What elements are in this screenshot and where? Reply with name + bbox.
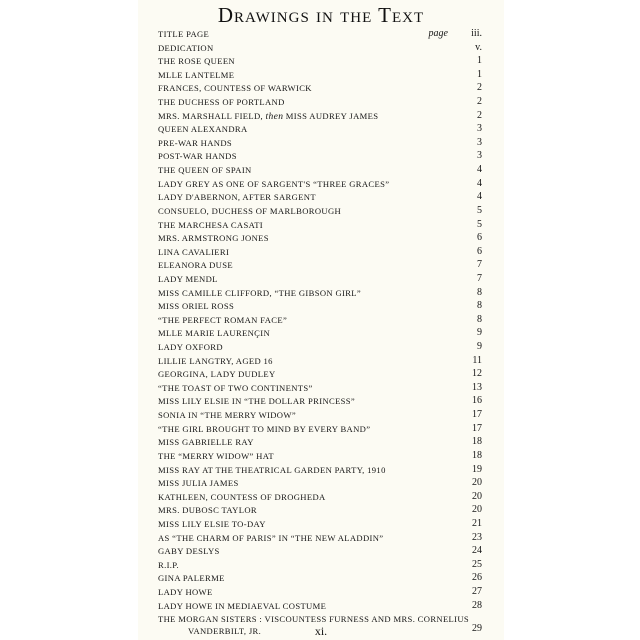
entry-label: MRS. DUBOSC TAYLOR xyxy=(158,505,257,516)
entry-label: MLLE MARIE LAURENÇIN xyxy=(158,328,271,339)
entry-label: KATHLEEN, COUNTESS OF DROGHEDA xyxy=(158,491,326,502)
page-number: 25 xyxy=(472,558,482,570)
entry-label-continuation: VANDERBILT, JR. xyxy=(188,626,262,637)
entry-label: POST-WAR HANDS xyxy=(158,151,237,162)
list-item xyxy=(158,532,482,546)
list-item xyxy=(158,273,482,287)
list-item xyxy=(158,382,482,396)
page-number: 6 xyxy=(477,245,482,257)
entry-label: MISS RAY AT THE THEATRICAL GARDEN PARTY, 1910 xyxy=(158,464,386,475)
book-page xyxy=(138,0,504,640)
entry-label: LADY HOWE IN MEDIAEVAL COSTUME xyxy=(158,600,327,611)
page-number: 20 xyxy=(472,477,482,489)
page-number: 21 xyxy=(472,517,482,529)
page-number: 8 xyxy=(477,313,482,325)
list-item xyxy=(158,28,482,42)
entry-label-italic: then xyxy=(265,111,284,122)
list-item xyxy=(158,586,482,600)
page-number: 24 xyxy=(472,545,482,557)
entry-label: ELEANORA DUSE xyxy=(158,260,233,271)
list-item xyxy=(158,191,482,205)
list-item xyxy=(158,287,482,301)
page-number: 8 xyxy=(477,300,482,312)
page-number: 7 xyxy=(477,259,482,271)
entry-label: LADY HOWE xyxy=(158,586,213,597)
list-item xyxy=(158,504,482,518)
list-item xyxy=(158,518,482,532)
page-number: 4 xyxy=(477,177,482,189)
page-number: 17 xyxy=(472,422,482,434)
page-number: 13 xyxy=(472,381,482,393)
list-item xyxy=(158,69,482,83)
list-item xyxy=(158,259,482,273)
list-item xyxy=(158,246,482,260)
entry-label: MISS LILY ELSIE IN “THE DOLLAR PRINCESS” xyxy=(158,396,356,407)
list-item xyxy=(158,491,482,505)
page-number: 1 xyxy=(477,55,482,67)
page-number: 27 xyxy=(472,585,482,597)
entry-label: MRS. ARMSTRONG JONES xyxy=(158,233,269,244)
page-number: 16 xyxy=(472,395,482,407)
page-number: 7 xyxy=(477,272,482,284)
page-number: 2 xyxy=(477,96,482,108)
list-item xyxy=(158,110,482,124)
entry-label: QUEEN ALEXANDRA xyxy=(158,124,248,135)
page-number: 3 xyxy=(477,123,482,135)
list-item xyxy=(158,82,482,96)
list-item xyxy=(158,368,482,382)
entry-label: MISS ORIEL ROSS xyxy=(158,301,235,312)
list-item xyxy=(158,96,482,110)
entry-label: FRANCES, COUNTESS OF WARWICK xyxy=(158,83,312,94)
page-number: 20 xyxy=(472,490,482,502)
page-number: iii. xyxy=(471,28,482,39)
entry-label: THE “MERRY WIDOW” HAT xyxy=(158,450,274,461)
list-item xyxy=(158,327,482,341)
list-item xyxy=(158,178,482,192)
entry-label: “THE PERFECT ROMAN FACE” xyxy=(158,314,288,325)
page-footer-number: xi. xyxy=(314,624,328,638)
entry-label: GABY DESLYS xyxy=(158,546,220,557)
entry-label: LADY OXFORD xyxy=(158,342,223,353)
page-number: 28 xyxy=(472,599,482,611)
entry-label: THE DUCHESS OF PORTLAND xyxy=(158,97,285,108)
entry-label: AS “THE CHARM OF PARIS” IN “THE NEW ALADDIN” xyxy=(158,532,384,543)
page-number: 9 xyxy=(477,327,482,339)
entry-label: MISS LILY ELSIE TO-DAY xyxy=(158,518,266,529)
list-item xyxy=(158,600,482,614)
page-number: 12 xyxy=(472,368,482,380)
contents-list xyxy=(158,28,482,637)
page-number: 20 xyxy=(472,504,482,516)
page-number: 26 xyxy=(472,572,482,584)
list-item xyxy=(158,150,482,164)
page-number: 4 xyxy=(477,164,482,176)
entry-label: LILLIE LANGTRY, AGED 16 xyxy=(158,355,273,366)
entry-label: SONIA IN “THE MERRY WIDOW” xyxy=(158,410,296,421)
list-item xyxy=(158,219,482,233)
entry-label: TITLE PAGE xyxy=(158,29,210,39)
list-item xyxy=(158,55,482,69)
page-number: 3 xyxy=(477,136,482,148)
entry-label: THE MARCHESA CASATI xyxy=(158,219,264,230)
page-number: 18 xyxy=(472,449,482,461)
entry-label: LADY GREY AS ONE OF SARGENT'S “THREE GRACES” xyxy=(158,178,390,189)
list-item xyxy=(158,477,482,491)
list-item xyxy=(158,572,482,586)
list-item xyxy=(158,341,482,355)
list-item xyxy=(158,314,482,328)
page-word: page xyxy=(428,28,448,39)
entry-label: “THE GIRL BROUGHT TO MIND BY EVERY BAND” xyxy=(158,423,371,434)
list-item xyxy=(158,395,482,409)
page-title: Drawings in the Text xyxy=(217,3,425,27)
list-item xyxy=(158,232,482,246)
entry-label: “THE TOAST OF TWO CONTINENTS” xyxy=(158,382,313,393)
entry-label: LINA CAVALIERI xyxy=(158,246,230,257)
entry-label: THE QUEEN OF SPAIN xyxy=(158,165,252,176)
list-item xyxy=(158,464,482,478)
entry-label: THE ROSE QUEEN xyxy=(158,56,235,67)
list-item xyxy=(158,545,482,559)
entry-label: THE MORGAN SISTERS : VISCOUNTESS FURNESS AND MRS. CORNELIUS xyxy=(158,614,470,625)
entry-label: CONSUELO, DUCHESS OF MARLBOROUGH xyxy=(158,205,342,216)
list-item xyxy=(158,300,482,314)
list-item xyxy=(158,423,482,437)
list-item xyxy=(158,436,482,450)
page-number: 18 xyxy=(472,436,482,448)
page-number: 11 xyxy=(472,354,482,366)
list-item xyxy=(158,42,482,56)
page-number: 17 xyxy=(472,409,482,421)
page-number: 2 xyxy=(477,82,482,94)
entry-label: LADY D'ABERNON, AFTER SARGENT xyxy=(158,192,316,203)
entry-label: MLLE LANTELME xyxy=(158,69,235,80)
entry-label-part: MISS AUDREY JAMES xyxy=(283,110,379,121)
page-number: 8 xyxy=(477,286,482,298)
page-number: 2 xyxy=(477,109,482,121)
list-item xyxy=(158,450,482,464)
page-number: 5 xyxy=(477,204,482,216)
page-number: 9 xyxy=(477,341,482,353)
entry-label-part: MRS. MARSHALL FIELD, xyxy=(158,110,266,121)
page-number: 6 xyxy=(477,232,482,244)
page-number: 19 xyxy=(472,463,482,475)
entry-label: MISS CAMILLE CLIFFORD, “THE GIBSON GIRL” xyxy=(158,287,362,298)
list-item xyxy=(158,164,482,178)
page-number: 1 xyxy=(477,68,482,80)
entry-label: MISS GABRIELLE RAY xyxy=(158,437,254,448)
page-number: 4 xyxy=(477,191,482,203)
entry-label: LADY MENDL xyxy=(158,273,218,284)
list-item xyxy=(158,355,482,369)
entry-label: R.I.P. xyxy=(158,559,179,570)
entry-label: PRE-WAR HANDS xyxy=(158,137,233,148)
list-item xyxy=(158,205,482,219)
page-number: v. xyxy=(475,41,482,53)
page-number: 23 xyxy=(472,531,482,543)
entry-label: DEDICATION xyxy=(158,42,214,53)
entry-label: MISS JULIA JAMES xyxy=(158,478,239,489)
list-item xyxy=(158,137,482,151)
list-item xyxy=(158,123,482,137)
list-item xyxy=(158,559,482,573)
entry-label xyxy=(158,111,378,122)
entry-label: GINA PALERME xyxy=(158,573,225,584)
page-number: 3 xyxy=(477,150,482,162)
list-item xyxy=(158,409,482,423)
page-number: 5 xyxy=(477,218,482,230)
page-number: 29 xyxy=(472,623,482,635)
entry-label: GEORGINA, LADY DUDLEY xyxy=(158,369,276,380)
